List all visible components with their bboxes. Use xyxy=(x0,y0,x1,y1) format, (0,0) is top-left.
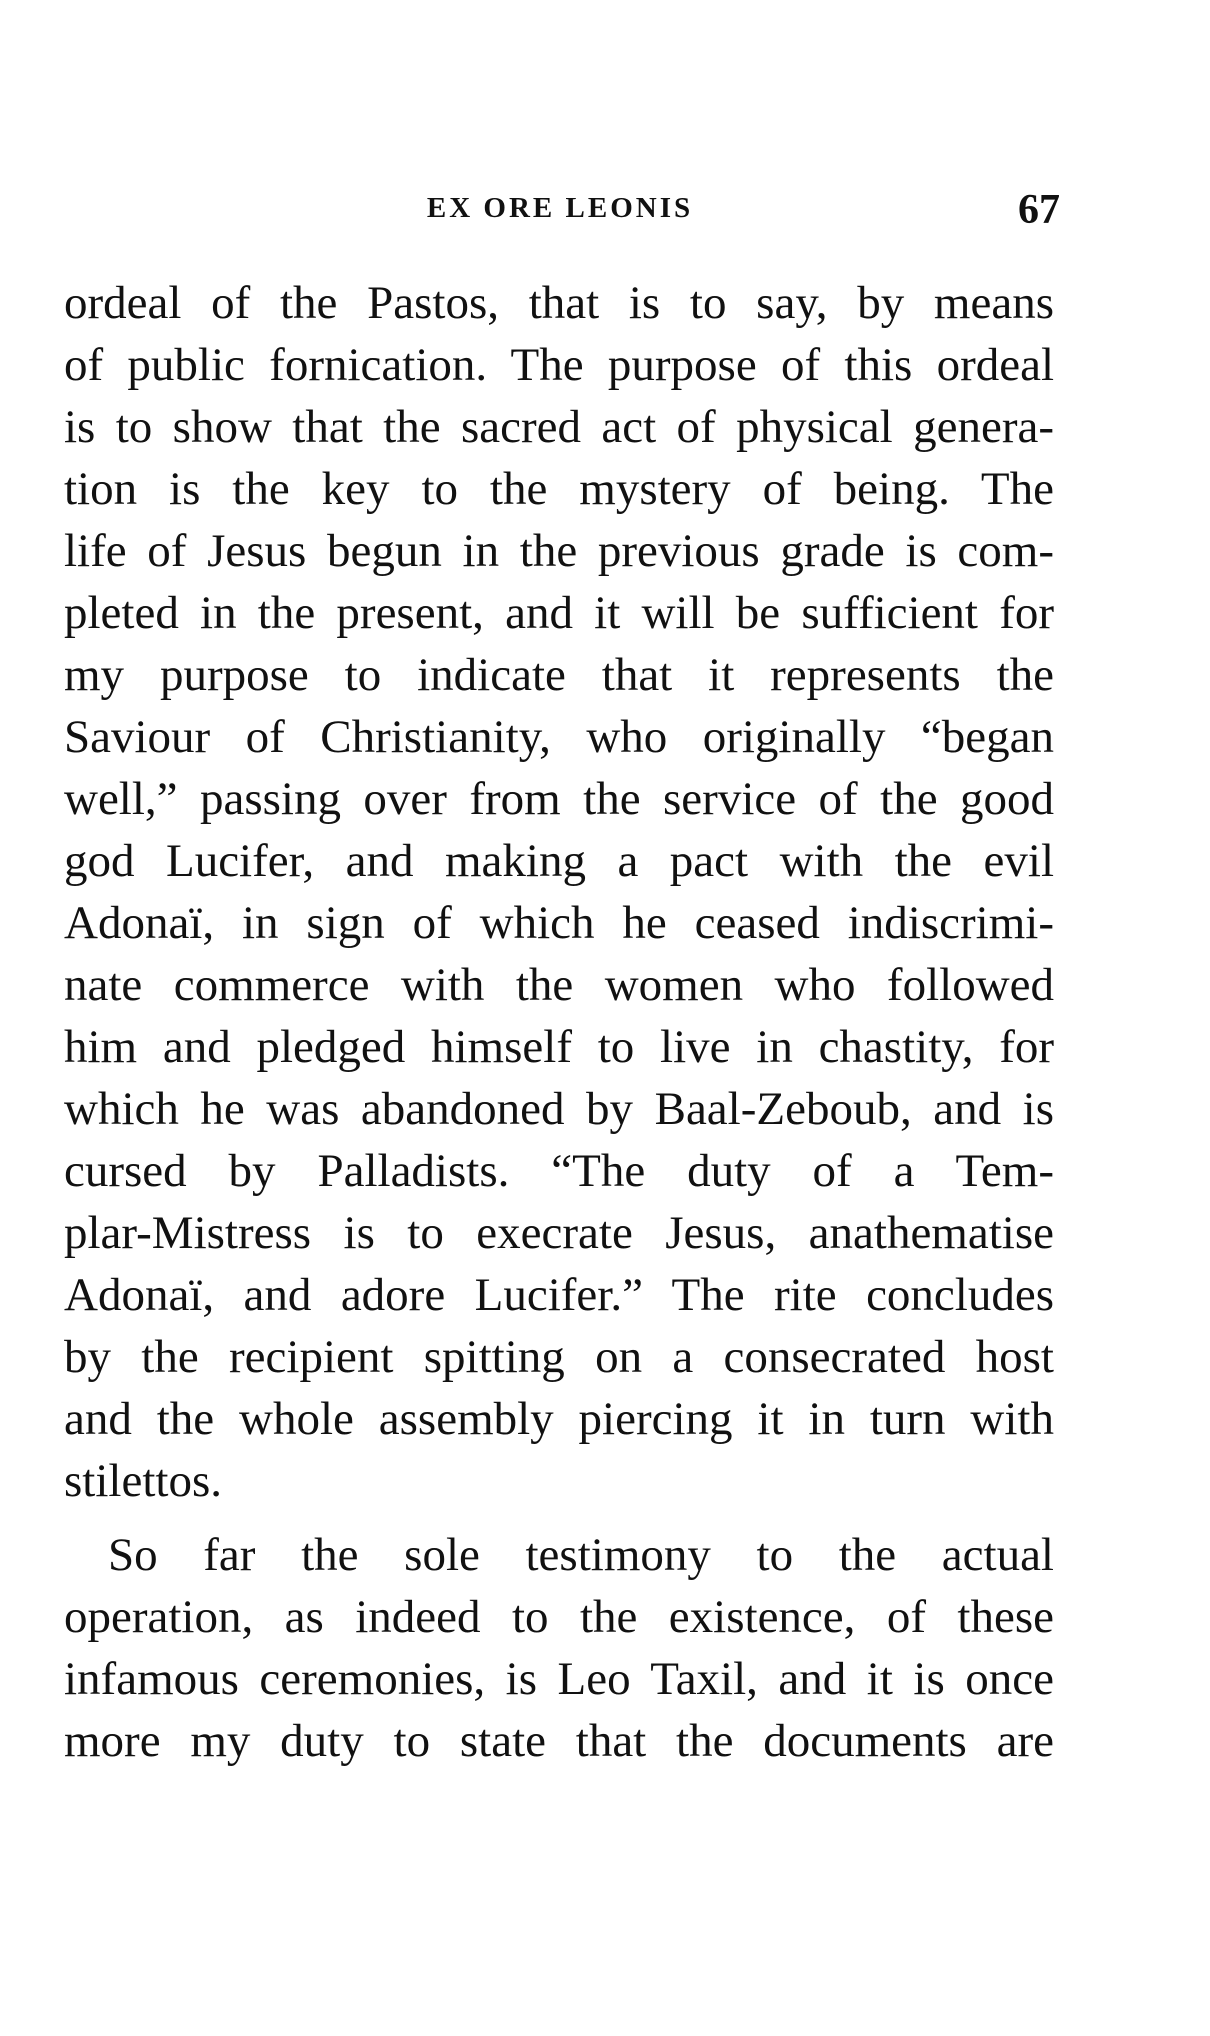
text-line: life of Jesus begun in the previous grade is com- xyxy=(64,525,1054,577)
text-line: and the whole assembly piercing it in turn with xyxy=(64,1393,1054,1445)
text-line: more my duty to state that the documents are xyxy=(64,1715,1054,1767)
text-line: pleted in the present, and it will be sufficient for xyxy=(64,587,1054,639)
text-line: Saviour of Christianity, who originally “began xyxy=(64,711,1054,763)
running-title: EX ORE LEONIS xyxy=(426,192,694,224)
text-line: is to show that the sacred act of physical genera- xyxy=(64,401,1054,453)
text-line: which he was abandoned by Baal-Zeboub, and is xyxy=(64,1083,1054,1135)
text-line: operation, as indeed to the existence, of these xyxy=(64,1591,1054,1643)
paragraph xyxy=(64,1524,1054,1772)
text-line: of public fornication. The purpose of this ordeal xyxy=(64,339,1054,391)
text-line: So far the sole testimony to the actual xyxy=(108,1529,1054,1581)
paragraph xyxy=(64,272,1054,1512)
text-line: stilettos. xyxy=(64,1455,222,1507)
text-line: him and pledged himself to live in chastity, for xyxy=(64,1021,1054,1073)
text-line: god Lucifer, and making a pact with the evil xyxy=(64,835,1054,887)
page-number: 67 xyxy=(1018,187,1060,233)
text-line: Adonaï, and adore Lucifer.” The rite concludes xyxy=(64,1269,1054,1321)
paragraph-gap xyxy=(64,1512,1054,1524)
body-text xyxy=(64,272,1054,1772)
text-line: my purpose to indicate that it represents the xyxy=(64,649,1054,701)
text-line: Adonaï, in sign of which he ceased indiscrimi- xyxy=(64,897,1054,949)
text-line: ordeal of the Pastos, that is to say, by means xyxy=(64,277,1054,329)
page-header xyxy=(60,186,1060,236)
text-line: well,” passing over from the service of the good xyxy=(64,773,1054,825)
text-line: plar-Mistress is to execrate Jesus, anathematise xyxy=(64,1207,1054,1259)
text-line: tion is the key to the mystery of being. The xyxy=(64,463,1054,515)
text-line: infamous ceremonies, is Leo Taxil, and it is once xyxy=(64,1653,1054,1705)
text-line: cursed by Palladists. “The duty of a Tem- xyxy=(64,1145,1054,1197)
text-line: by the recipient spitting on a consecrated host xyxy=(64,1331,1054,1383)
text-line: nate commerce with the women who followed xyxy=(64,959,1054,1011)
